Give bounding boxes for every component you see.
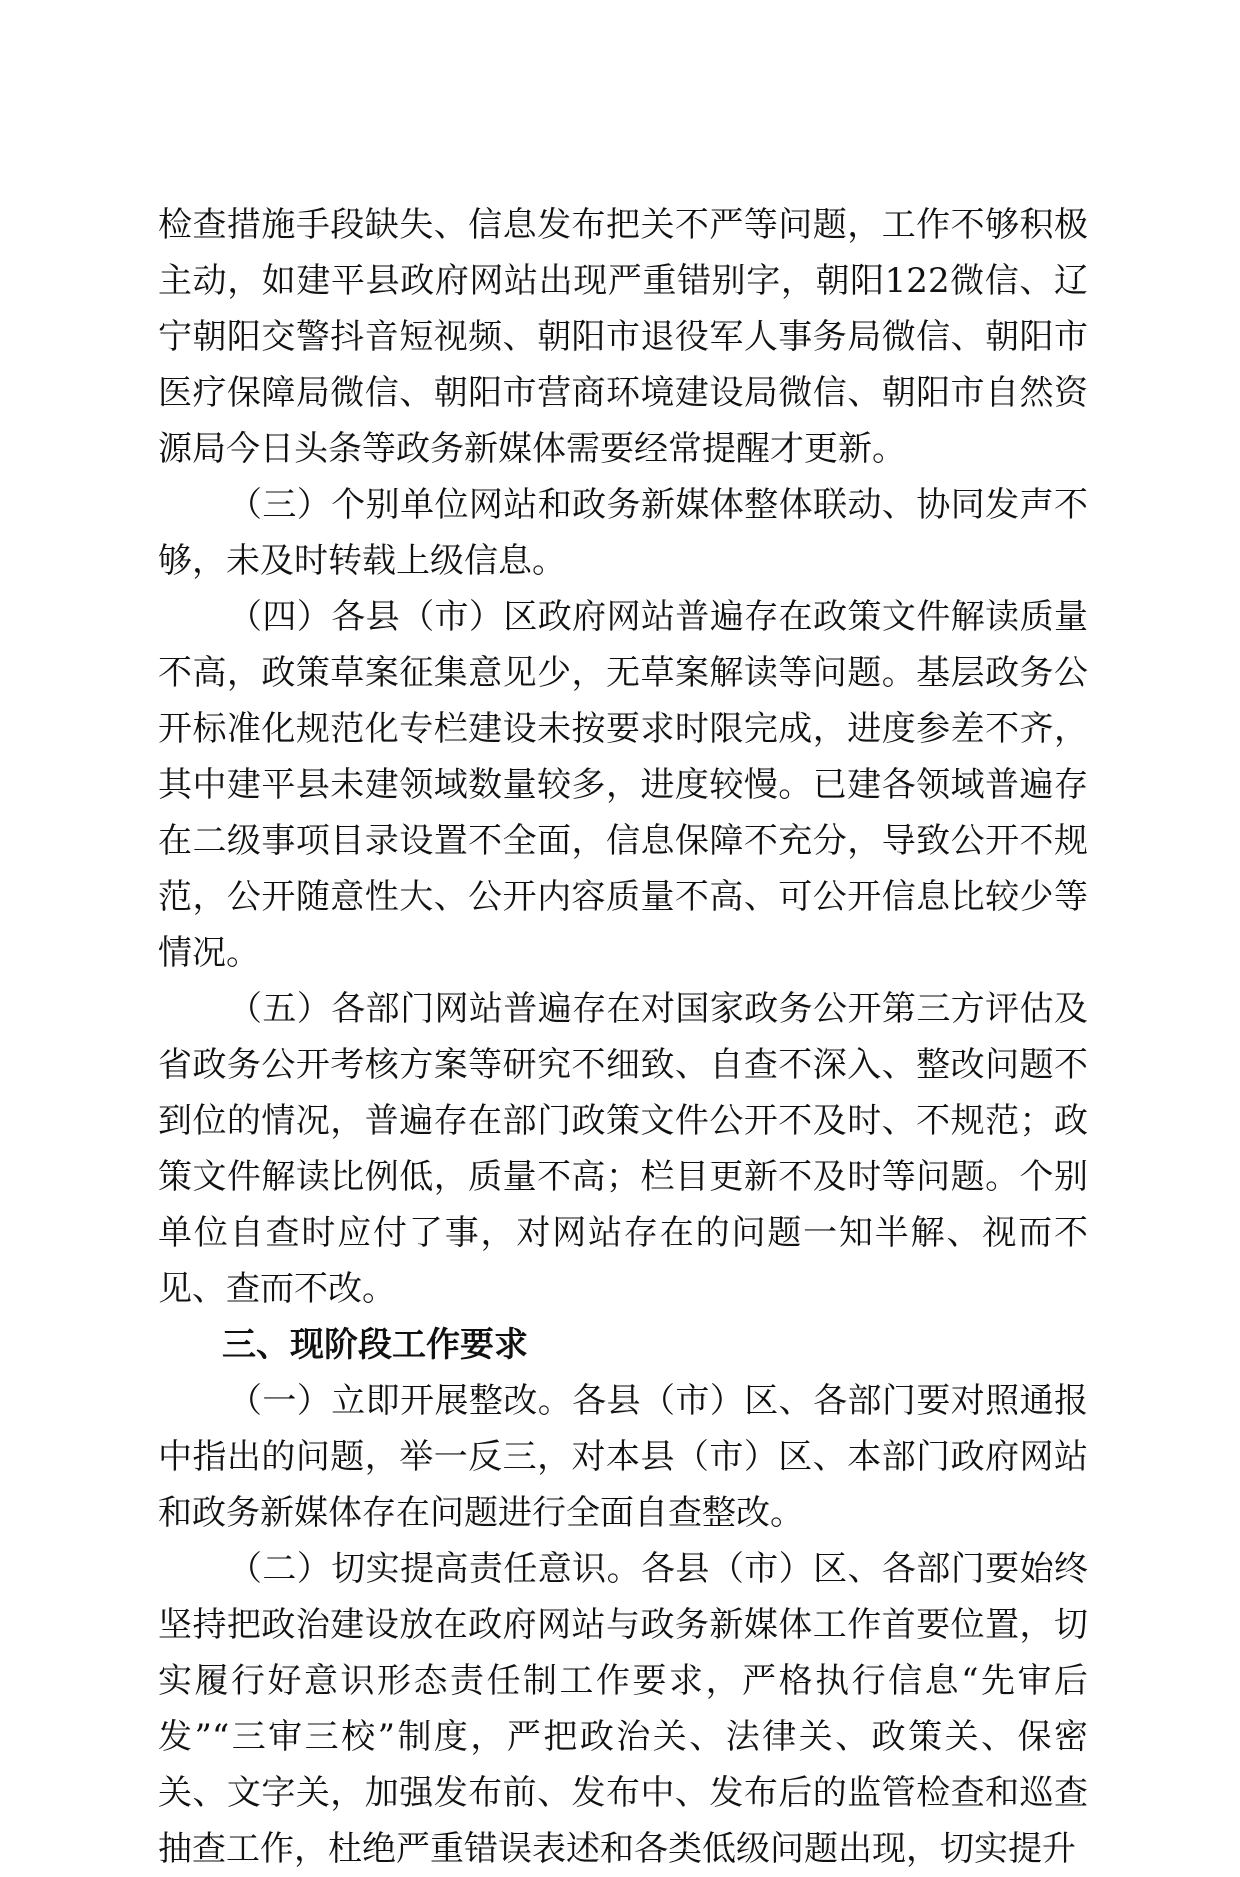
paragraph-item-three: （三）个别单位网站和政务新媒体整体联动、协同发声不够，未及时转载上级信息。 [158,485,1088,581]
section-heading: 三、现阶段工作要求 [222,1325,528,1365]
requirement-item-two: （二）切实提高责任意识。各县（市）区、各部门要始终坚持把政治建设放在政府网站与政务新媒体工作首要位置，切实履行好意识形态责任制工作要求，严格执行信息“先审后发”“三审三校”制度，严把政治关、法律关、政策关、保密关、文字关，加强发布前、发布中、发布后的监管检查和巡查抽查工作，杜绝严重错误表述和各类低级问题出现，切实提升 [158,1549,1088,1869]
document-body [158,197,1088,1877]
paragraph-item-five: （五）各部门网站普遍存在对国家政务公开第三方评估及省政务公开考核方案等研究不细致、自查不深入、整改问题不到位的情况，普遍存在部门政策文件公开不及时、不规范；政策文件解读比例低，质量不高；栏目更新不及时等问题。个别单位自查时应付了事，对网站存在的问题一知半解、视而不见、查而不改。 [158,989,1088,1309]
paragraph-continuation: 检查措施手段缺失、信息发布把关不严等问题，工作不够积极主动，如建平县政府网站出现严重错别字，朝阳122微信、辽宁朝阳交警抖音短视频、朝阳市退役军人事务局微信、朝阳市医疗保障局微信、朝阳市营商环境建设局微信、朝阳市自然资源局今日头条等政务新媒体需要经常提醒才更新。 [158,205,1088,469]
paragraph-item-four: （四）各县（市）区政府网站普遍存在政策文件解读质量不高，政策草案征集意见少，无草案解读等问题。基层政务公开标准化规范化专栏建设未按要求时限完成，进度参差不齐，其中建平县未建领域数量较多，进度较慢。已建各领域普遍存在二级事项目录设置不全面，信息保障不充分，导致公开不规范，公开随意性大、公开内容质量不高、可公开信息比较少等情况。 [158,597,1088,973]
requirement-item-one: （一）立即开展整改。各县（市）区、各部门要对照通报中指出的问题，举一反三，对本县（市）区、本部门政府网站和政务新媒体存在问题进行全面自查整改。 [158,1381,1088,1533]
